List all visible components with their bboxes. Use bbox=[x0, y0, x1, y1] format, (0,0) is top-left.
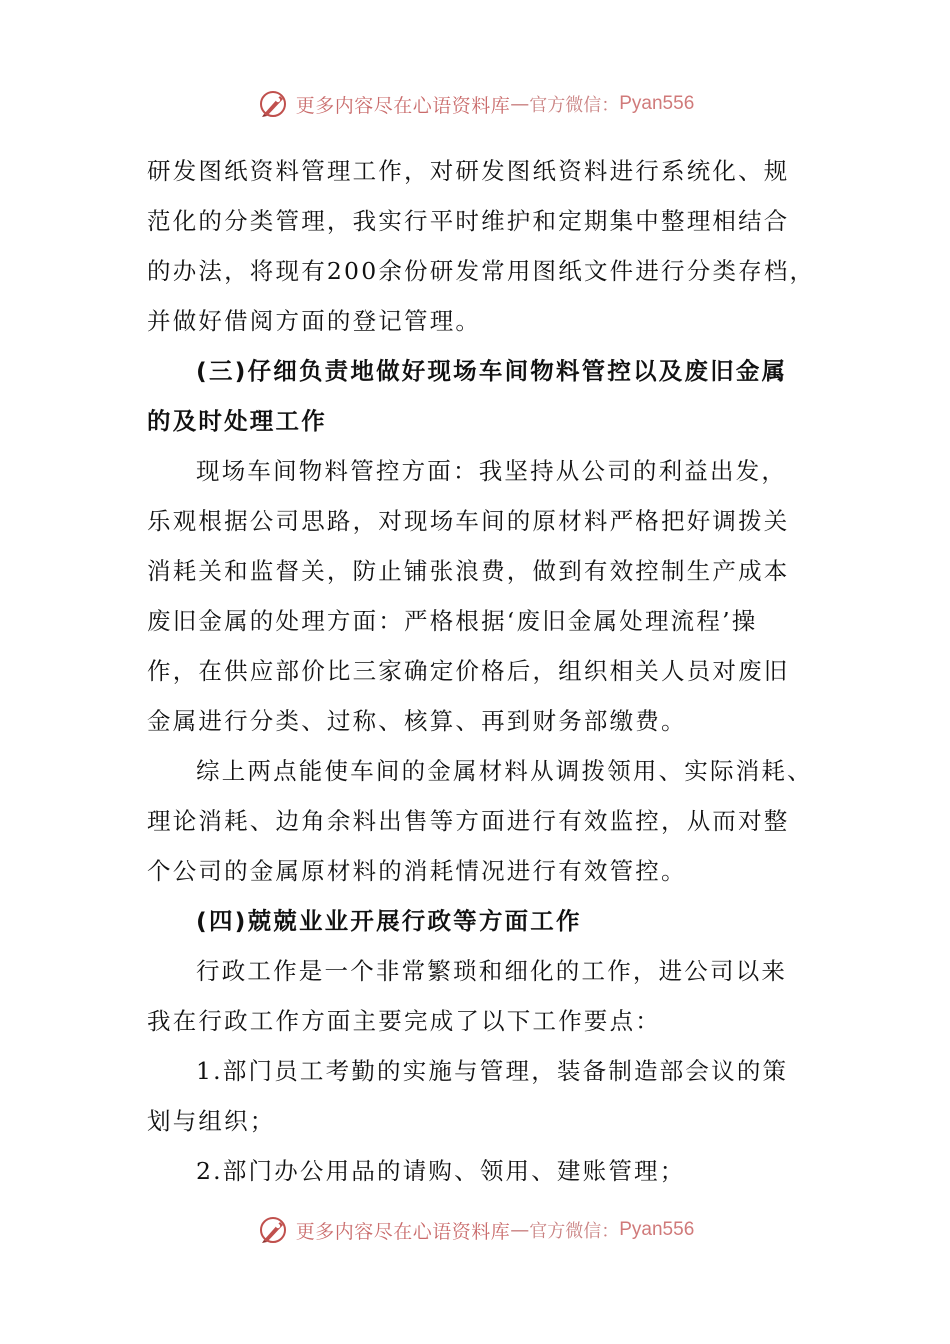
header-watermark bbox=[0, 82, 950, 126]
body-text-line: 废旧金属的处理方面：严格根据‘废旧金属处理流程’操 bbox=[147, 607, 758, 635]
body-text-line: 划与组织； bbox=[147, 1107, 276, 1135]
banner-dash: — bbox=[510, 93, 530, 115]
body-text-line: 1.部门员工考勤的实施与管理，装备制造部会议的策 bbox=[196, 1057, 789, 1085]
document-body bbox=[147, 146, 816, 1196]
body-text-line: 作，在供应部价比三家确定价格后，组织相关人员对废旧 bbox=[147, 657, 790, 685]
footer-watermark bbox=[0, 1208, 950, 1252]
body-text-line: 乐观根据公司思路，对现场车间的原材料严格把好调拨关 bbox=[147, 507, 790, 535]
section-heading-line: 的及时处理工作 bbox=[147, 407, 327, 435]
body-text-line: 的办法，将现有200余份研发常用图纸文件进行分类存档， bbox=[147, 257, 816, 285]
body-text-line: 并做好借阅方面的登记管理。 bbox=[147, 307, 482, 335]
pen-logo-icon bbox=[256, 87, 290, 121]
banner-site-text: 更多内容尽在心语资料库 bbox=[295, 94, 511, 117]
body-text-line: 我在行政工作方面主要完成了以下工作要点： bbox=[147, 1007, 661, 1035]
banner-dash: — bbox=[510, 1219, 530, 1241]
banner-wechat-label: 官方微信： bbox=[529, 1221, 620, 1242]
body-text-line: 理论消耗、边角余料出售等方面进行有效监控，从而对整 bbox=[147, 807, 790, 835]
section-heading-line: (四)兢兢业业开展行政等方面工作 bbox=[196, 907, 582, 935]
body-text-line: 金属进行分类、过称、核算、再到财务部缴费。 bbox=[147, 707, 687, 735]
banner-wechat-id: Pyan556 bbox=[619, 1219, 695, 1240]
body-text-line: 2.部门办公用品的请购、领用、建账管理； bbox=[196, 1157, 686, 1185]
section-heading-line: (三)仔细负责地做好现场车间物料管控以及废旧金属 bbox=[196, 357, 788, 385]
body-text-line: 研发图纸资料管理工作，对研发图纸资料进行系统化、规 bbox=[147, 157, 790, 185]
body-text-line: 现场车间物料管控方面：我坚持从公司的利益出发， bbox=[196, 457, 788, 485]
body-text-line: 范化的分类管理，我实行平时维护和定期集中整理相结合 bbox=[147, 207, 790, 235]
body-text-line: 行政工作是一个非常繁琐和细化的工作，进公司以来 bbox=[196, 957, 788, 985]
banner-site-text: 更多内容尽在心语资料库 bbox=[295, 1220, 511, 1243]
body-text-line: 消耗关和监督关，防止铺张浪费，做到有效控制生产成本 bbox=[147, 557, 790, 585]
pen-logo-icon bbox=[256, 1213, 290, 1247]
body-text-line: 综上两点能使车间的金属材料从调拨领用、实际消耗、 bbox=[196, 757, 813, 785]
body-text-line: 个公司的金属原材料的消耗情况进行有效管控。 bbox=[147, 857, 687, 885]
banner-wechat-id: Pyan556 bbox=[619, 93, 695, 114]
banner-wechat-label: 官方微信： bbox=[529, 95, 620, 116]
